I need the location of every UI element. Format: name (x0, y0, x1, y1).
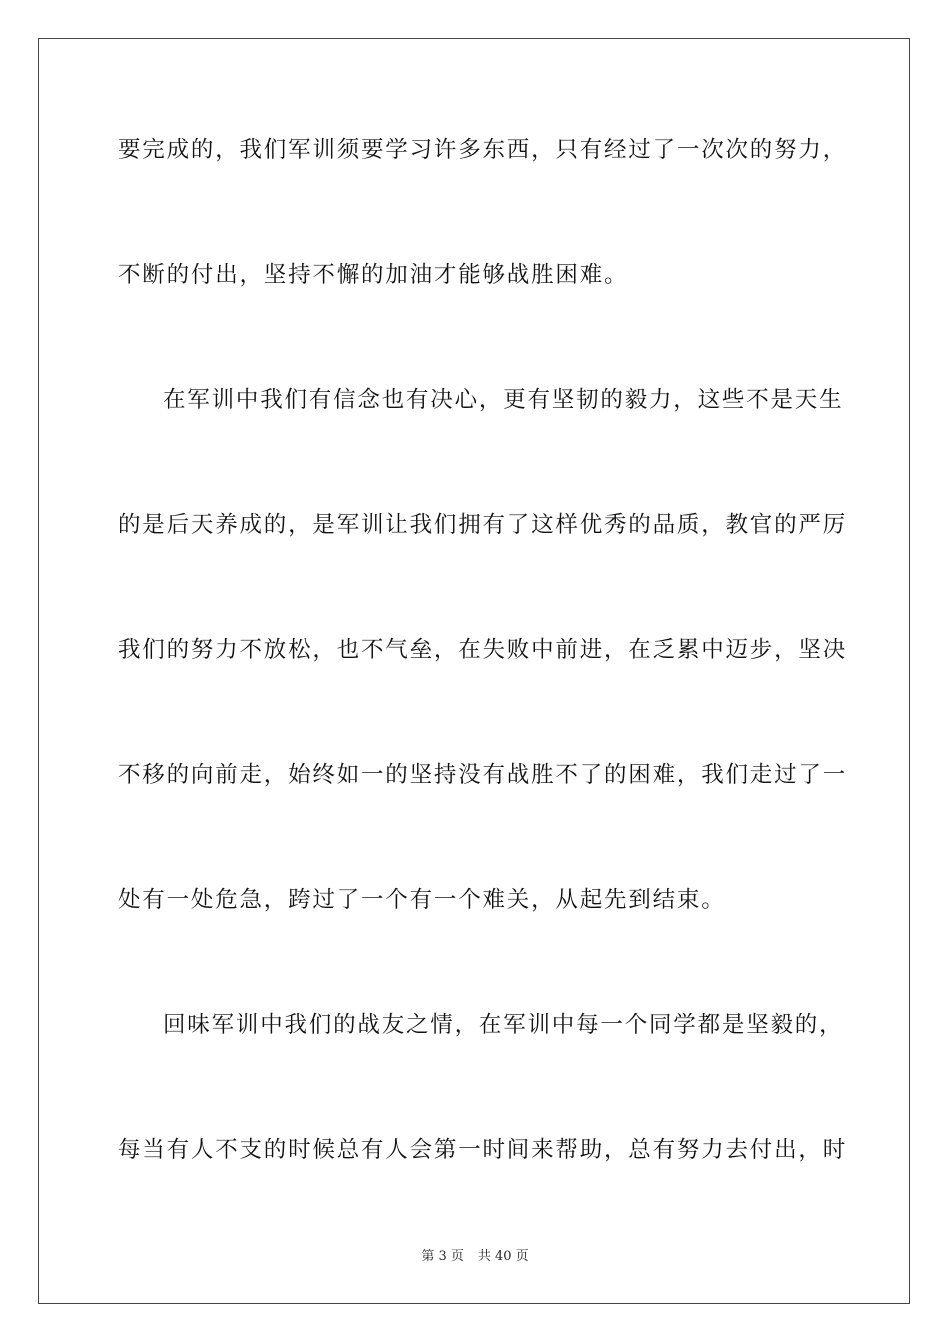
page-total: 共 40 页 (477, 1249, 529, 1264)
page-number: 第 3 页 (421, 1249, 464, 1264)
page-border (38, 38, 910, 1304)
text-line-7: 处有一处危急，跨过了一个有一个难关，从起先到结束。 (118, 887, 726, 913)
text-line-2: 不断的付出，坚持不懈的加油才能够战胜困难。 (118, 262, 629, 288)
text-line-8-paragraph-start: 回味军训中我们的战友之情，在军训中每一个同学都是坚毅的， (163, 1012, 844, 1038)
text-line-6: 不移的向前走，始终如一的坚持没有战胜不了的困难，我们走过了一 (118, 762, 848, 788)
page-footer (0, 1248, 950, 1266)
text-line-9: 每当有人不支的时候总有人会第一时间来帮助，总有努力去付出，时 (118, 1137, 848, 1163)
text-line-5: 我们的努力不放松，也不气垒，在失败中前进，在乏累中迈步，坚决 (118, 637, 848, 663)
text-line-3-paragraph-start: 在军训中我们有信念也有决心，更有坚韧的毅力，这些不是天生 (163, 387, 844, 413)
text-line-4: 的是后天养成的，是军训让我们拥有了这样优秀的品质，教官的严厉 (118, 512, 848, 538)
text-line-1: 要完成的，我们军训须要学习许多东西，只有经过了一次次的努力， (118, 137, 848, 163)
